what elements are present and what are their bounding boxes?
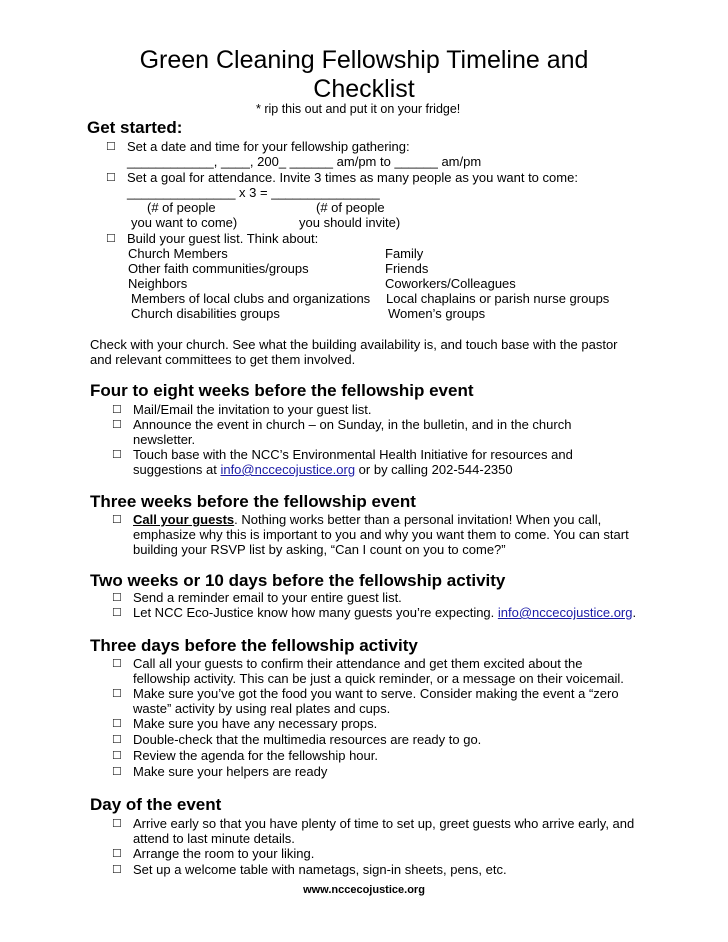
footer-url[interactable]: www.nccecojustice.org [303,884,425,896]
checkbox-icon[interactable]: ☐ [112,864,122,876]
checkbox-icon[interactable]: ☐ [112,750,122,762]
check-church-line-2: and relevant committees to get them involved. [90,352,356,367]
checkbox-icon[interactable]: ☐ [112,734,122,746]
heading-three-days: Three days before the fellowship activity [90,636,418,655]
people-invite-label-1: (# of people [316,200,385,215]
checkbox-icon[interactable]: ☐ [112,848,122,860]
document-page: Green Cleaning Fellowship Timeline and Checklist * rip this out and put it on your fridge! Get started: ☐ Set a date and time for your fellowship gathering: ____________, ____, 200_ ______ am/pm to ______ am/pm ☐ Set a goal for attendance. Invite 3 times as many people as you want to come: _______________ x 3 = _______________ (# of people (# of people you want to come) you should invite) ☐ Build your guest list. Think about: Church Members Other faith communities/groups Neighbors Members of local clubs and organizations Church disabilities groups Family Friends Coworkers/Colleagues Local chaplains or parish nurse groups Women’s groups Check with your church. See what the building availability is, and touch base with the pastor and relevant committees to get them involved. Four to eight weeks before the fellowship event ☐ Mail/Email the invitation to your guest list. ☐ Announce the event in church – on Sunday, in the bulletin, and in the church newsletter. ☐ Touch base with the NCC’s Environmental Health Initiative for resources and suggestions at info@nccecojustice.org or by calling 202-544-2350 Three weeks before the fellowship event ☐ Call your guests. Nothing works better than a personal invitation! When you call, emphasize why this is important to you and why you want them to come. You can start building your RSVP list by asking, “Can I count on you to come?” Two weeks or 10 days before the fellowship activity ☐ Send a reminder email to your entire guest list. ☐ Let NCC Eco-Justice know how many guests you’re expecting. info@nccecojustice.org. Three days before the fellowship activity ☐ Call all your guests to confirm their attendance and get them excited about the fellowship activity. This can be just a quick reminder, or a message on their voicemail. ☐ Make sure you’ve got the food you want to serve. Consider making the event a “zero waste” activity by using real plates and cups. ☐ Make sure you have any necessary props. ☐ Double-check that the multimedia resources are ready to go. ☐ Review the agenda for the fellowship hour. ☐ Make sure your helpers are ready Day of the event ☐ Arrive early so that you have plenty of time to set up, greet guests who arrive early, and attend to last minute details. ☐ Arrange the room to your liking. ☐ Set up a welcome table with nametags, sign-in sheets, pens, etc. www.nccecojustice.org [0,0,728,942]
checkbox-icon[interactable]: ☐ [112,658,122,670]
checkbox-icon[interactable]: ☐ [112,592,122,604]
get-started-item-1-line-1: Set a date and time for your fellowship gathering: [127,139,410,154]
guest-list-left-4: Members of local clubs and organizations [131,291,371,306]
guest-list-right-2: Friends [385,261,429,276]
three-weeks-item-1-line-3: building your RSVP list by asking, “Can I count on you to come?” [133,542,506,557]
three-days-item-3: Make sure you have any necessary props. [133,716,378,731]
heading-get-started: Get started: [87,118,183,137]
three-days-item-1-line-1: Call all your guests to confirm their attendance and get them excited about the [133,656,583,671]
day-of-item-1-line-1: Arrive early so that you have plenty of time to set up, greet guests who arrive early, and [133,816,635,831]
three-days-item-2-line-2: waste” activity by using real plates and cups. [133,701,391,716]
heading-three-weeks: Three weeks before the fellowship event [90,492,416,511]
three-days-item-1-line-2: fellowship activity. This can be just a quick reminder, or a message on their voicemail. [133,671,624,686]
checkbox-icon[interactable]: ☐ [112,607,122,619]
three-days-item-6: Make sure your helpers are ready [133,764,328,779]
checkbox-icon[interactable]: ☐ [112,688,122,700]
title-line-1: Green Cleaning Fellowship Timeline and [139,46,589,74]
day-of-item-3: Set up a welcome table with nametags, sign-in sheets, pens, etc. [133,862,507,877]
guest-list-left-1: Church Members [128,246,228,261]
checkbox-icon[interactable]: ☐ [112,766,122,778]
heading-day-of: Day of the event [90,795,222,814]
day-of-item-2: Arrange the room to your liking. [133,846,315,861]
four-weeks-item-3-line-1: Touch base with the NCC’s Environmental Health Initiative for resources and [133,447,573,462]
checkbox-icon[interactable]: ☐ [112,449,122,461]
checkbox-icon[interactable]: ☐ [106,141,116,153]
heading-two-weeks: Two weeks or 10 days before the fellowship activity [90,571,506,590]
two-weeks-item-1: Send a reminder email to your entire guest list. [133,590,402,605]
three-weeks-item-1-line-2: emphasize why this is important to you and why you want them to come. You can start [133,527,629,542]
call-guests-text: Call your guests [133,512,235,527]
three-days-item-2-line-1: Make sure you’ve got the food you want to serve. Consider making the event a “zero [133,686,619,701]
checkbox-icon[interactable]: ☐ [112,419,122,431]
guest-list-right-1: Family [385,246,424,261]
checkbox-icon[interactable]: ☐ [106,172,116,184]
title-line-2: Checklist [313,75,415,103]
checkbox-icon[interactable]: ☐ [112,514,122,526]
four-weeks-item-2-line-1: Announce the event in church – on Sunday, in the bulletin, and in the church [133,417,572,432]
guest-list-right-4: Local chaplains or parish nurse groups [386,291,610,306]
checkbox-icon[interactable]: ☐ [112,718,122,730]
guest-list-left-2: Other faith communities/groups [128,261,309,276]
email-link[interactable]: info@nccecojustice.org [220,462,356,477]
get-started-item-2-line-1: Set a goal for attendance. Invite 3 times as many people as you want to come: [127,170,578,185]
email-link[interactable]: info@nccecojustice.org [497,605,633,620]
four-weeks-item-2-line-2: newsletter. [133,432,196,447]
guest-list-right-3: Coworkers/Colleagues [385,276,516,291]
three-days-item-4: Double-check that the multimedia resources are ready to go. [133,732,482,747]
get-started-item-1-line-2: ____________, ____, 200_ ______ am/pm to ______ am/pm [127,154,482,169]
people-invite-label-2: you should invite) [299,215,401,230]
checkbox-icon[interactable]: ☐ [112,404,122,416]
get-started-item-2-line-2: _______________ x 3 = _______________ [127,185,380,200]
two-weeks-item-2: Let NCC Eco-Justice know how many guests you’re expecting. info@nccecojustice.org. [133,605,637,620]
checkbox-icon[interactable]: ☐ [106,233,116,245]
four-weeks-item-1: Mail/Email the invitation to your guest list. [133,402,372,417]
guest-list-right-5: Women’s groups [388,306,486,321]
check-church-line-1: Check with your church. See what the building availability is, and touch base with the pastor [90,337,618,352]
guest-list-left-5: Church disabilities groups [131,306,280,321]
three-weeks-item-1-line-1: Call your guests. Nothing works better than a personal invitation! When you call, [133,512,602,527]
three-days-item-5: Review the agenda for the fellowship hour. [133,748,378,763]
heading-four-to-eight-weeks: Four to eight weeks before the fellowship event [90,381,474,400]
four-weeks-item-3-line-2: suggestions at info@nccecojustice.org or by calling 202-544-2350 [133,462,513,477]
guest-list-left-3: Neighbors [128,276,188,291]
day-of-item-1-line-2: attend to last minute details. [133,831,295,846]
people-want-label-2: you want to come) [131,215,238,230]
people-want-label-1: (# of people [147,200,216,215]
get-started-item-3-line-1: Build your guest list. Think about: [127,231,319,246]
checkbox-icon[interactable]: ☐ [112,818,122,830]
